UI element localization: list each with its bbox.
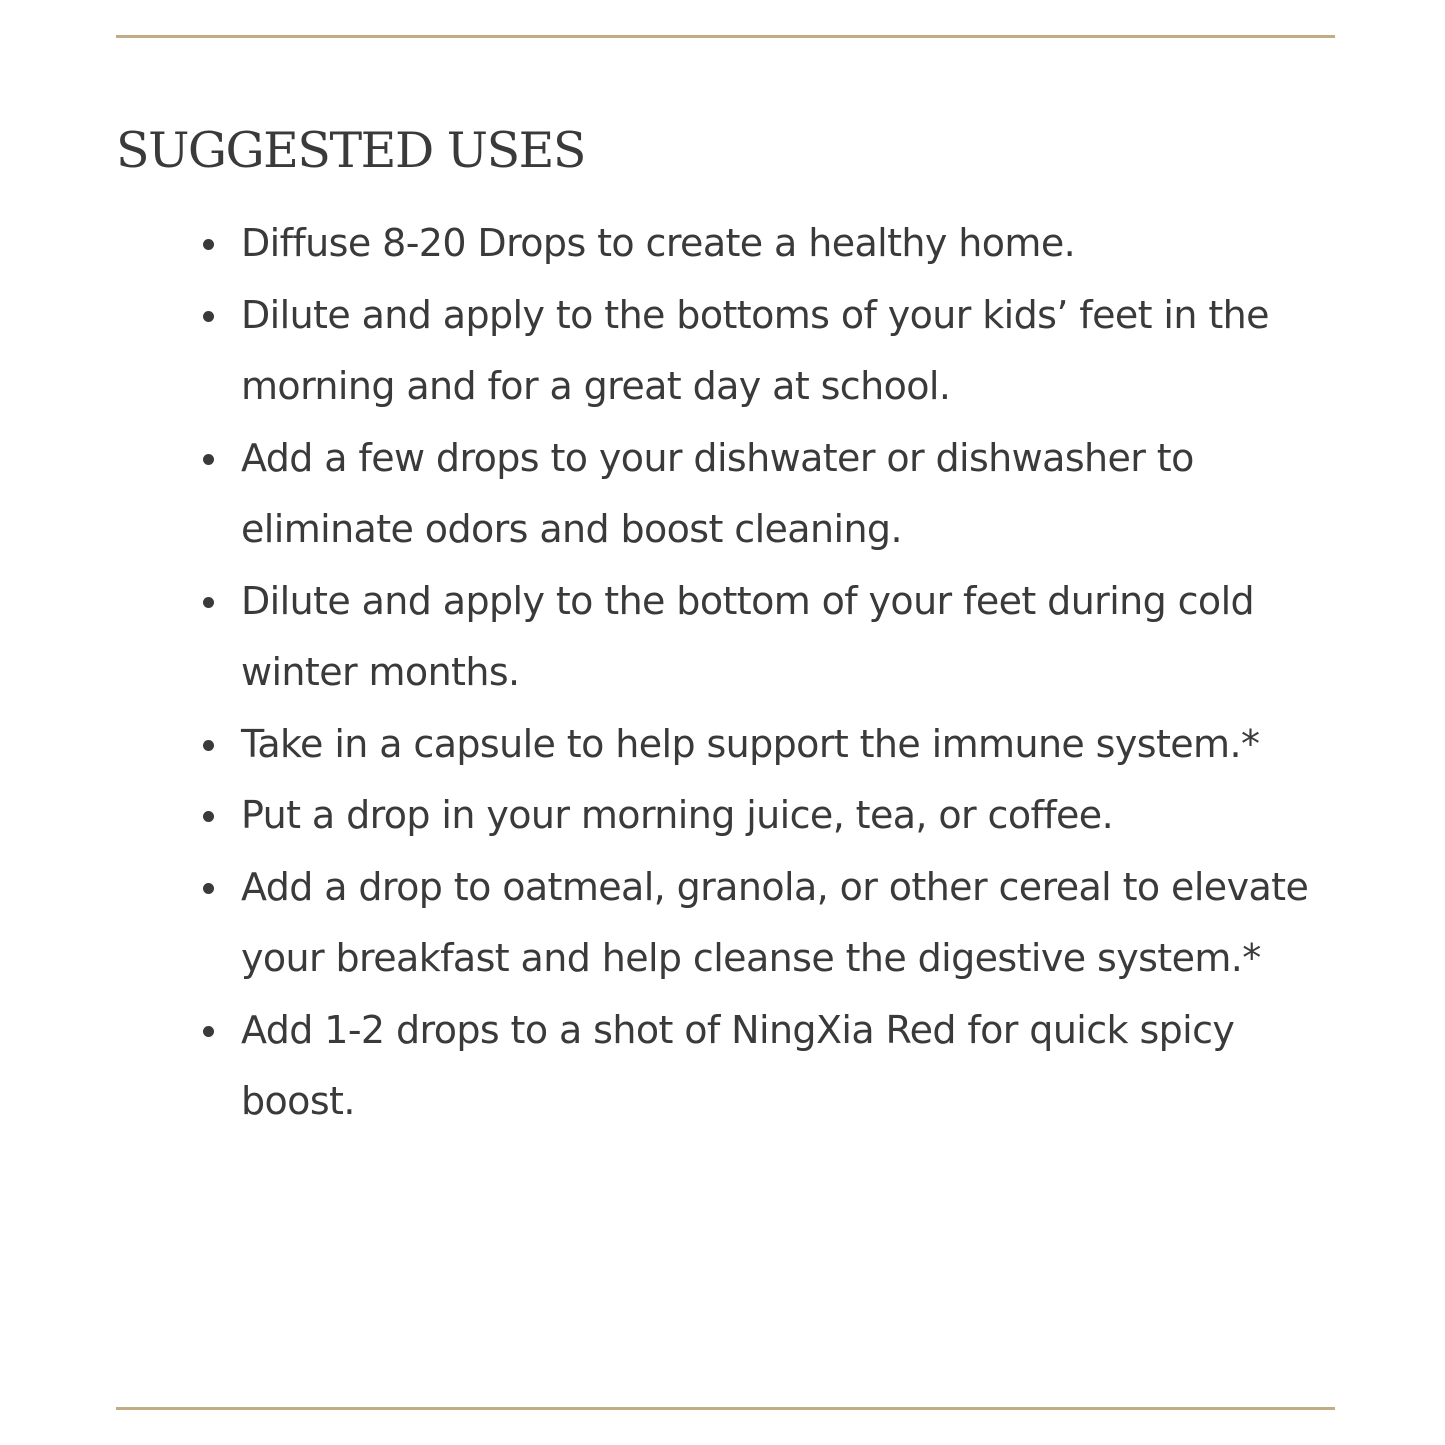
list-item [241, 852, 1316, 995]
list-item-text: Dilute and apply to the bottom of your feet during cold winter months. [241, 578, 1255, 694]
list-item [241, 780, 1316, 852]
list-item-text: Add a drop to oatmeal, granola, or other cereal to elevate your breakfast and help cleanse the digestive system.* [241, 864, 1309, 980]
section-heading: SUGGESTED USES [116, 122, 585, 179]
list-item-text: Dilute and apply to the bottoms of your kids’ feet in the morning and for a great day at school. [241, 292, 1269, 408]
bullet-icon [203, 740, 214, 751]
list-item [241, 566, 1316, 709]
bullet-icon [203, 454, 214, 465]
bullet-icon [203, 239, 214, 250]
list-item-text: Add a few drops to your dishwater or dishwasher to eliminate odors and boost cleaning. [241, 435, 1194, 551]
list-item-text: Put a drop in your morning juice, tea, or coffee. [241, 793, 1114, 837]
list-item-text: Diffuse 8-20 Drops to create a healthy home. [241, 221, 1076, 265]
suggested-uses-list [241, 208, 1316, 1138]
list-item [241, 995, 1316, 1138]
bottom-divider [116, 1407, 1335, 1410]
list-item-text: Add 1-2 drops to a shot of NingXia Red for quick spicy boost. [241, 1007, 1235, 1123]
bullet-icon [203, 883, 214, 894]
top-divider [116, 35, 1335, 38]
list-item [241, 423, 1316, 566]
list-item [241, 709, 1316, 781]
bullet-icon [203, 597, 214, 608]
list-item [241, 208, 1316, 280]
bullet-icon [203, 311, 214, 322]
bullet-icon [203, 1026, 214, 1037]
list-item [241, 280, 1316, 423]
list-item-text: Take in a capsule to help support the immune system.* [241, 721, 1260, 766]
bullet-icon [203, 811, 214, 822]
